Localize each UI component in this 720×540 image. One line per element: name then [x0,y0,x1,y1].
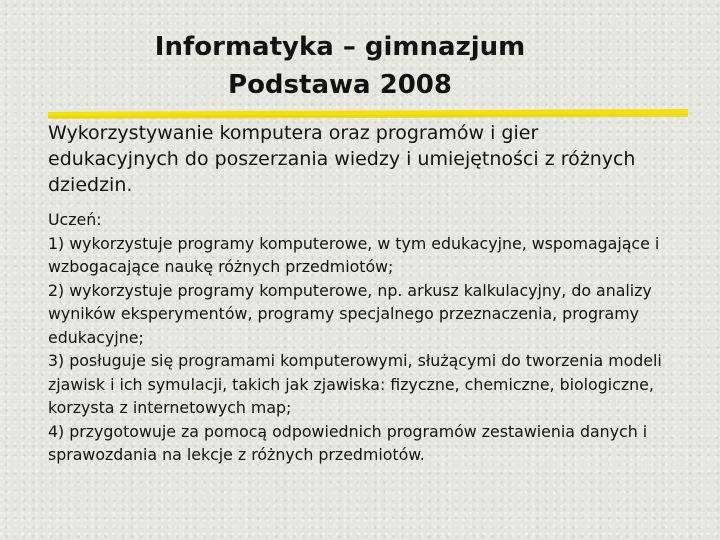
requirement-item-4: 4) przygotowuje za pomocą odpowiednich programów zestawienia danych i sprawozdania na lekcje z różnych przedmiotów. [48,421,648,464]
intro-paragraph: Wykorzystywanie komputera oraz programów i gier edukacyjnych do poszerzania wiedzy i umiejętności z różnych dziedzin. [48,122,636,196]
student-requirements [48,208,698,467]
requirement-item-1: 1) wykorzystuje programy komputerowe, w tym edukacyjne, wspomagające i wzbogacające naukę różnych przedmiotów; [48,233,660,276]
title-line-2: Podstawa 2008 [228,70,452,100]
title-line-1: Informatyka – gimnazjum [154,32,526,62]
student-label: Uczeń: [48,210,102,229]
requirement-item-3: 3) posługuje się programami komputerowymi, służącymi do tworzenia modeli zjawisk i ich symulacji, takich jak zjawiska: fizyczne, chemiczne, biologiczne, korzysta z internetowych map; [48,351,662,417]
slide-title [0,28,680,104]
requirement-item-2: 2) wykorzystuje programy komputerowe, np. arkusz kalkulacyjny, do analizy wyników eksperymentów, programy specjalnego przeznaczenia, programy edukacyjne; [48,280,652,347]
